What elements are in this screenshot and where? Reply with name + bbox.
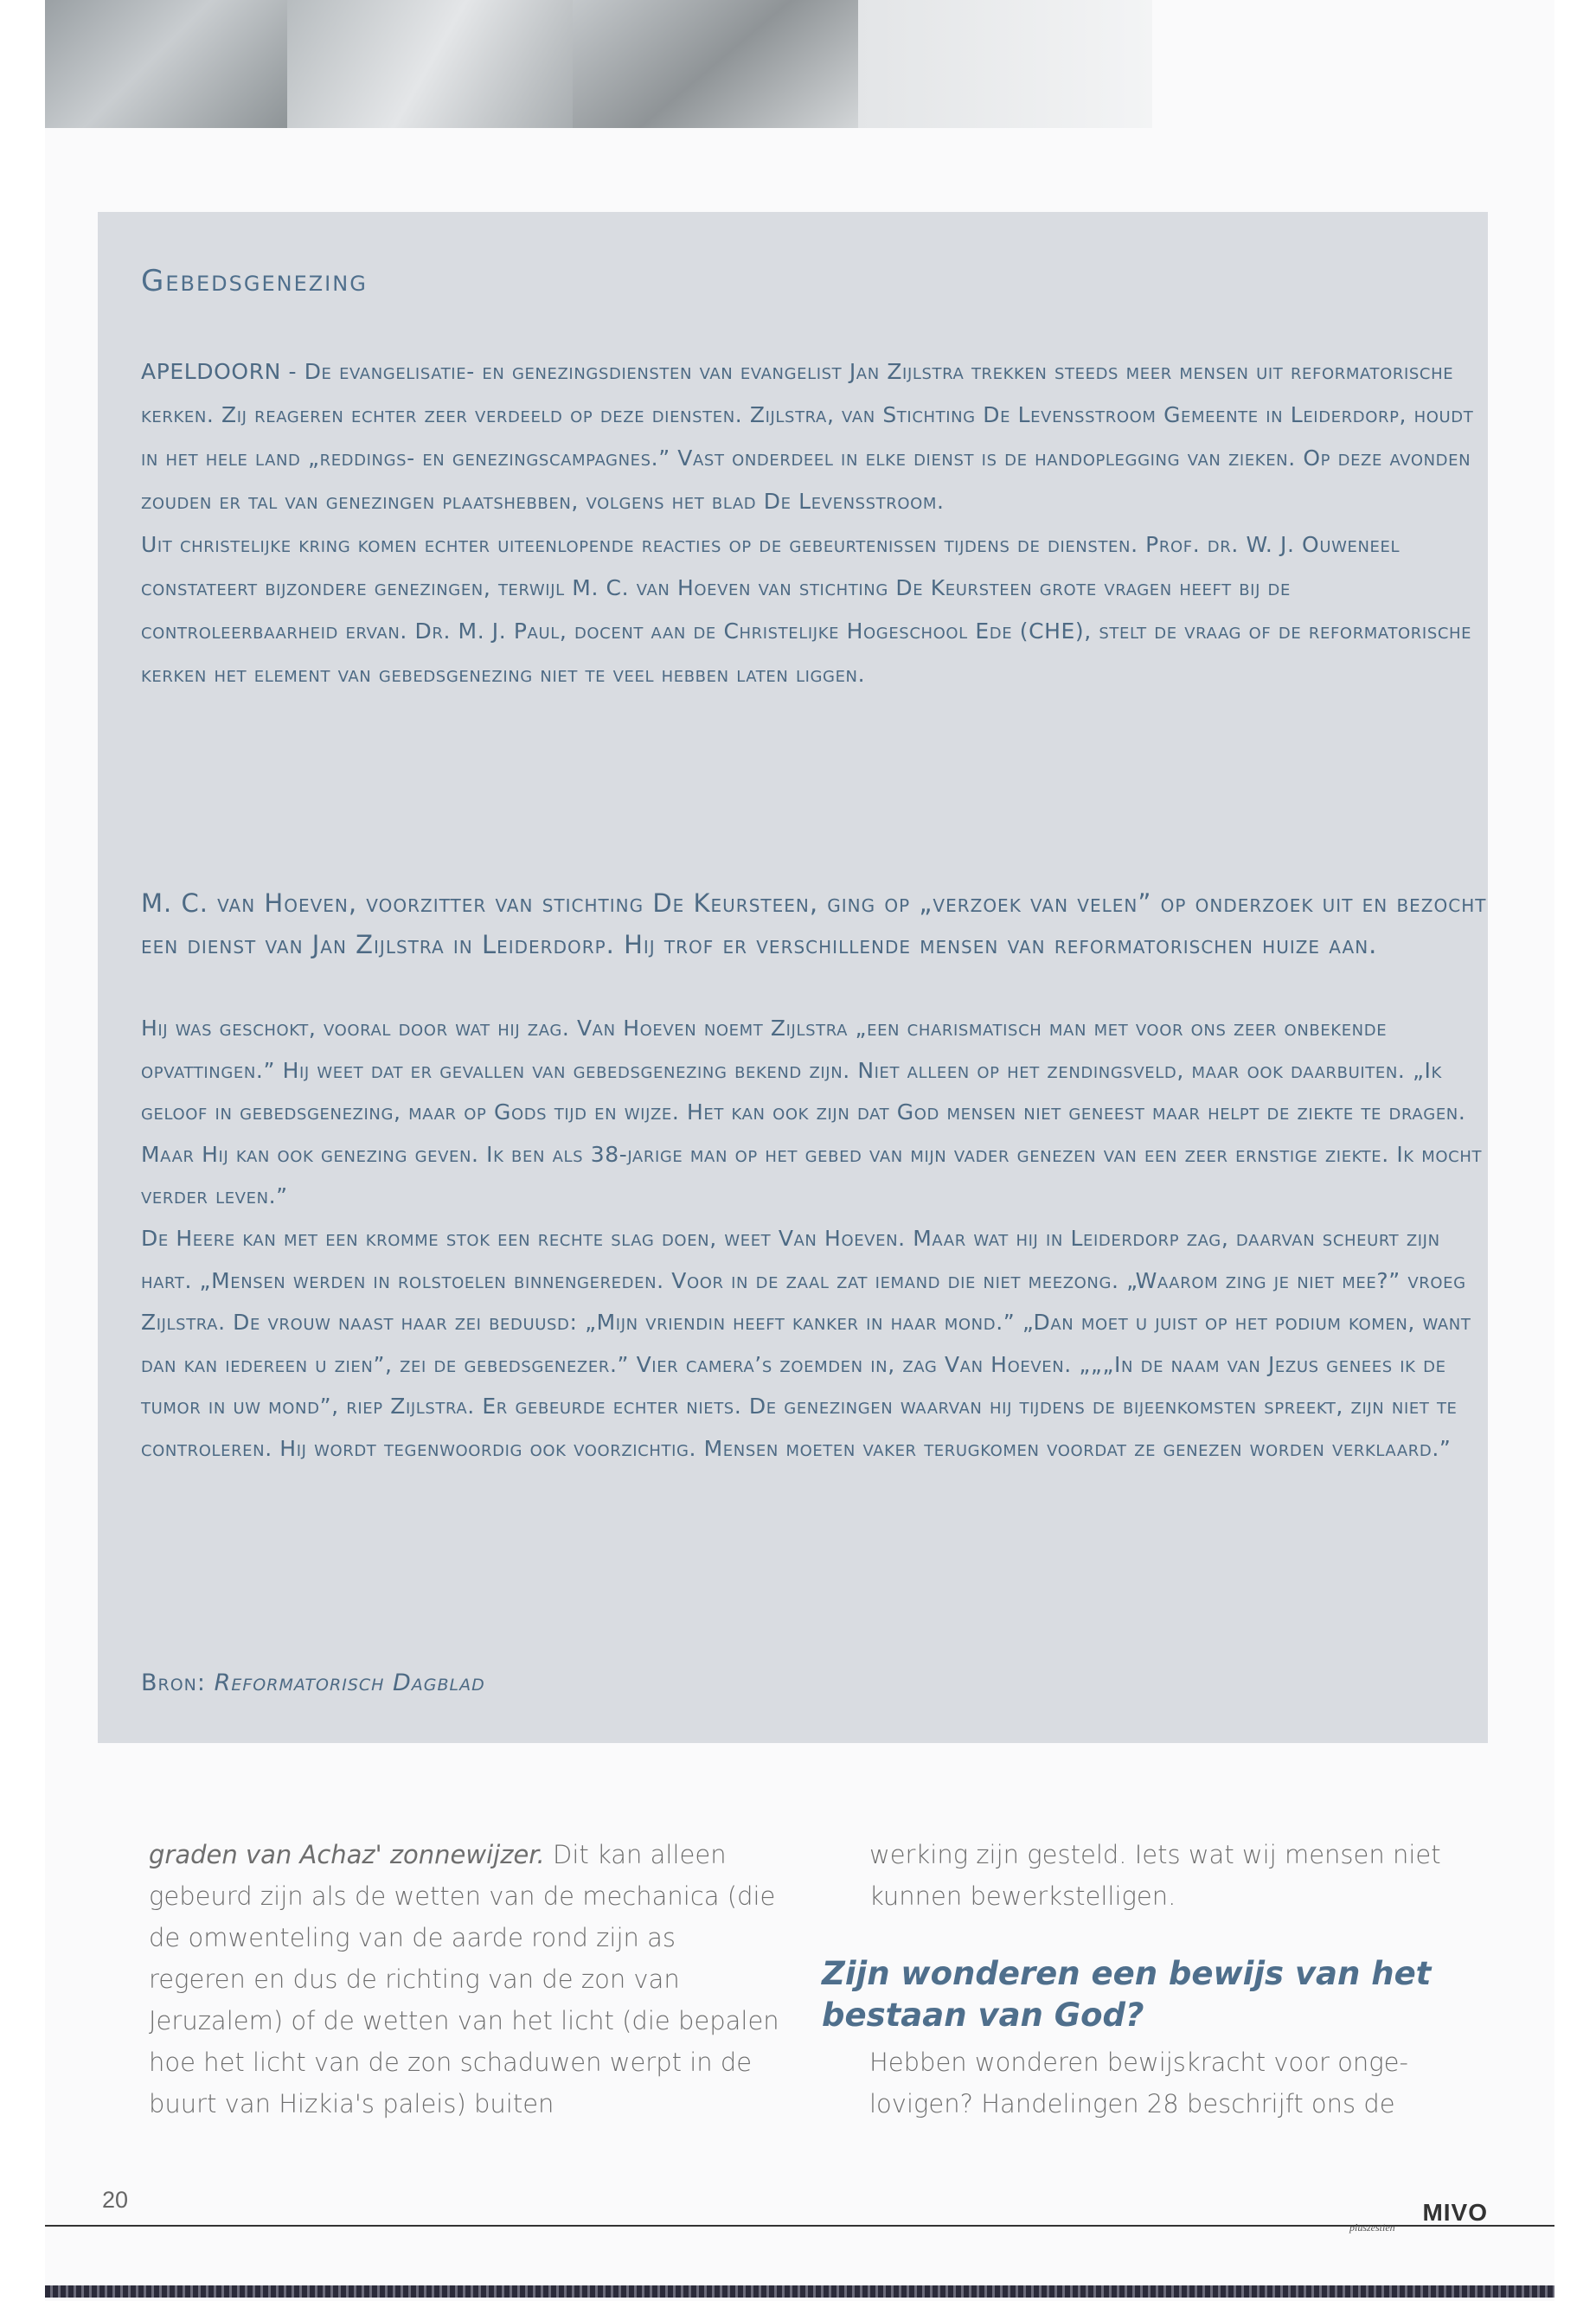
logo-subtext: pluszestien [1349,2221,1395,2234]
photo-strip [45,0,1152,128]
right-column-bottom: Hebben wonderen bewijskracht voor ongelovigen? Handelingen 28 beschrijft ons de [869,2048,1408,2118]
box-body [141,1008,1495,1471]
photo-faded [858,0,1152,128]
source-title: Reformatorisch Dagblad [214,1670,485,1696]
box-intro [141,350,1495,696]
box-paragraph-2: Uit christelijke kring komen echter uiteenlopende reacties op de gebeurtenissen tijdens de diensten. Prof. dr. W. J. Ouweneel constateert bijzondere genezingen, terwijl M. C. van Hoeven van stichting De Keursteen grote vragen heeft bij de controleerbaarheid ervan. Dr. M. J. Paul, docent aan de Christelijke Hogeschool Ede (CHE), stelt de vraag of de reformatorische kerken het element van gebedsgenezing niet te veel hebben laten liggen. [141,532,1472,687]
box-heading: Gebedsgenezing [141,264,368,298]
right-column-subheading: Zijn wonderen een bewijs van het bestaan van God? [822,1955,1432,2034]
photo-girl [45,0,287,128]
page-number: 20 [102,2187,129,2213]
magazine-logo [1349,2199,1488,2234]
footer-rule [45,2225,1554,2227]
box-paragraph-4: De Heere kan met een kromme stok een rechte slag doen, weet Van Hoeven. Maar wat hij in Leiderdorp zag, daarvan scheurt zijn hart. „Mensen werden in rolstoelen binnengereden. Voor in de zaal zat iemand die niet meezong. „Waarom zing je niet mee?” vroeg Zijlstra. De vrouw naast haar zei beduusd: „Mijn vriendin heeft kanker in haar mond.” „Dan moet u juist op het podium komen, want dan kan iedereen u zien”, zei de gebedsgenezer.” Vier camera’s zoemden in, zag Van Hoeven. „„„In de naam van Jezus genees ik de tumor in uw mond”, riep Zijlstra. Er gebeurde echter niets. De genezingen waarvan hij tijdens de bijeenkomsten spreekt, zijn niet te controleren. Hij wordt tegenwoordig ook voorzichtig. Mensen moeten vaker terugkomen voordat ze genezen worden verklaard.” [141,1225,1471,1461]
left-column-text: Dit kan alleen gebeurd zijn als de wetten van de mechanica (die de omwenteling van de aarde rond zijn as regeren en dus de richting van de zon van Jeruzalem) of de wetten van het licht (die bepalen hoe het licht van de zon schaduwen werpt in de buurt van Hizkia's paleis) buiten [149,1840,779,2118]
logo-text: MIVO [1422,2199,1488,2226]
box-paragraph-3: Hij was geschokt, vooral door wat hij zag. Van Hoeven noemt Zijlstra „een charismatisch man met voor ons zeer onbekende opvattingen.” Hij weet dat er gevallen van gebedsgenezing bekend zijn. Niet alleen op het zendingsveld, maar ook daarbuiten. „Ik geloof in gebedsgenezing, maar op Gods tijd en wijze. Het kan ook zijn dat God mensen niet geneest maar helpt de ziekte te dragen. Maar Hij kan ook genezing geven. Ik ben als 38-jarige man op het gebed van mijn vader genezen van een zeer ernstige ziekte. Ik mocht verder leven.” [141,1016,1483,1209]
source-label: Bron: [141,1670,206,1696]
box-source [141,1670,485,1696]
right-column-top: werking zijn gesteld. Iets wat wij mensen niet kunnen bewerkstelligen. [869,1840,1441,1911]
box-lead-paragraph: M. C. van Hoeven, voorzitter van stichting De Keursteen, ging op „verzoek van velen” op onderzoek uit en bezocht een dienst van Jan Zijlstra in Leiderdorp. Hij trof er verschillende mensen van reformatorischen huize aan. [141,888,1487,959]
photo-face [287,0,573,128]
left-column-italic: graden van Achaz' zonnewijzer. [149,1840,545,1869]
box-paragraph-1: APELDOORN - De evangelisatie- en genezingsdiensten van evangelist Jan Zijlstra trekken steeds meer mensen uit reformatorische kerken. Zij reageren echter zeer verdeeld op deze diensten. Zijlstra, van Stichting De Levensstroom Gemeente in Leiderdorp, houdt in het hele land „reddings- en genezingscampagnes.” Vast onderdeel in elke dienst is de handoplegging van zieken. Op deze avonden zouden er tal van genezingen plaatshebben, volgens het blad De Levensstroom. [141,359,1474,514]
photo-boy [573,0,858,128]
bottom-band [45,2285,1554,2298]
sidebar-box [98,212,1488,1743]
left-column [149,1834,780,2125]
